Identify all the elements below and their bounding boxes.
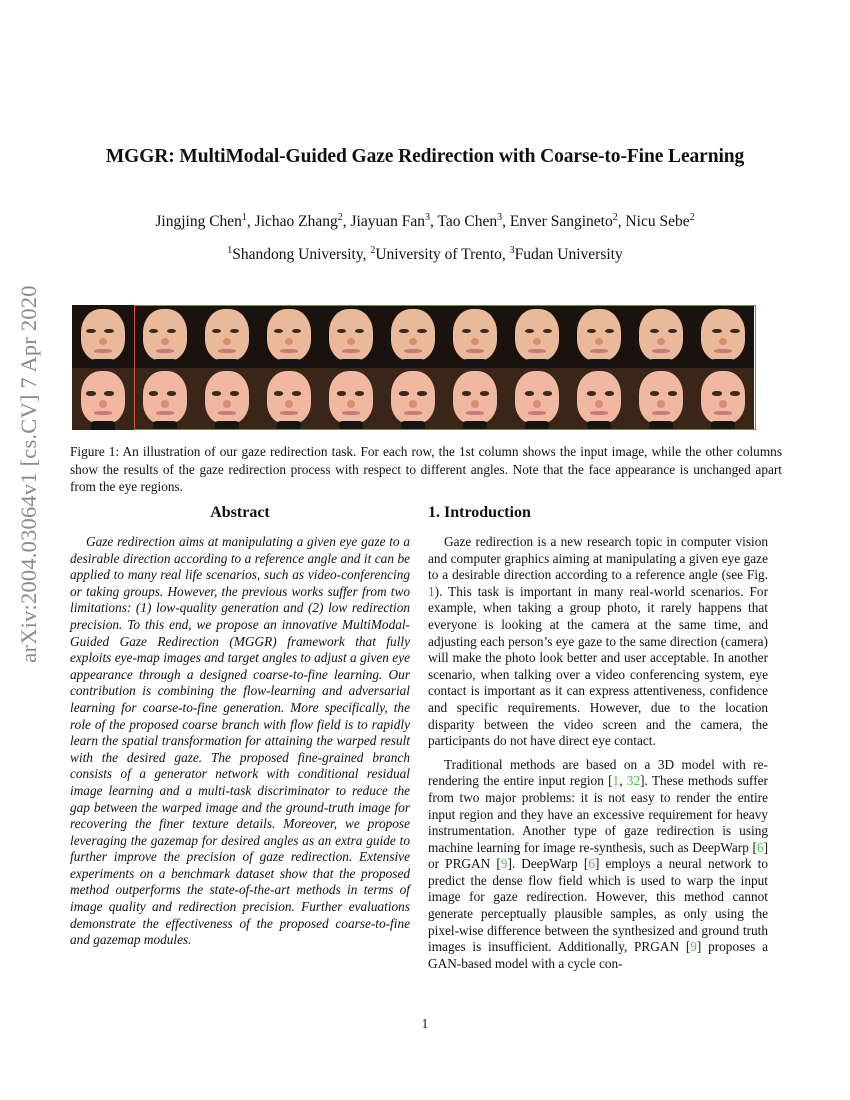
citation-link[interactable]: 32 [626,773,641,789]
citation-link[interactable]: 9 [500,856,508,872]
affiliation: $^2$University of Trento [370,245,502,263]
redirected-face-image [134,368,196,431]
redirected-face-image [692,305,754,368]
redirected-face-image [692,368,754,431]
redirected-face-image [320,368,382,431]
redirected-face-image [568,305,630,368]
redirected-face-image [382,305,444,368]
author: Jiayuan Fan$^3$ [350,212,430,230]
affiliation: $^1$Shandong University [227,245,363,263]
paper-title: MGGR: MultiModal-Guided Gaze Redirection with Coarse-to-Fine Learning [105,146,745,167]
author: Jichao Zhang$^2$ [254,212,343,230]
figure-reference-link[interactable]: 1 [428,583,435,599]
affiliation-list: $^1$Shandong University, $^2$University of Trento, $^3$Fudan University [227,245,623,263]
right-column [428,500,768,979]
author: Enver Sangineto$^2$ [509,212,618,230]
citation-link[interactable]: 1 [612,773,620,789]
intro-paragraph-1: Gaze redirection is a new research topic in computer vision and computer graphics aiming at manipulating a given eye gaze to a desirable direction according to a reference angle (see Fig. 1). This task is important in many real-world scenarios. For example, when taking a group photo, it rarely happens that everyone is looking at the camera at the same time, and adjusting each person’s eye gaze to the same direction (camera) will make the photo look better and user acceptable. In another scenario, when talking over a video conferencing system, eye contact is important as it can express attentiveness, confidence and specific requirements. However, due to the location disparity between the video screen and the camera, the participants do not have direct eye contact. [428,534,768,749]
redirected-face-image [134,305,196,368]
author: Jingjing Chen$^1$ [155,212,247,230]
introduction-heading: 1. Introduction [428,504,531,521]
input-face-image [72,368,134,431]
redirected-face-image [568,368,630,431]
redirected-face-image [320,305,382,368]
redirected-face-image [258,305,320,368]
redirected-face-image [382,368,444,431]
redirected-face-image [196,305,258,368]
abstract-heading: Abstract [210,504,270,521]
abstract-text: Gaze redirection aims at manipulating a given eye gaze to a desirable direction according to a reference angle and it can be applied to many real life scenarios, such as video-conferencing or taking groups. However, the previous works suffer from two limitations: (1) low-quality generation and (2) low redirection precision. To this end, we propose an innovative MultiModal-Guided Gaze Redirection (MGGR) framework that fully exploits eye-map images and target angles to adjust a given eye appearance through a designed coarse-to-fine learning. Our contribution is combining the flow-learning and adversarial learning for coarse-to-fine generation. More specifically, the role of the proposed coarse branch with flow field is to rapidly learn the spatial transformation for attaining the warped result with the desired gaze. The proposed fine-grained branch consists of a generator network with conditional residual image learning and a multi-task discriminator to reduce the gap between the warped image and the ground-truth image for recovering the finer texture details. Moreover, we propose leveraging the gazemap for desired angles as an extra guide to further improve the precision of gaze redirection. Extensive experiments on a benchmark dataset show that the proposed method outperforms the state-of-the-art methods in terms of image quality and redirection precision. Further evaluations demonstrate the effectiveness of the proposed coarse-to-fine and gazemap modules. [70,534,410,948]
arxiv-stamp [6,285,52,663]
affiliation: $^3$Fudan University [509,245,623,263]
face-image-grid [72,305,756,430]
redirected-face-image [444,305,506,368]
citation-link[interactable]: 6 [756,839,764,855]
intro-paragraph-2: Traditional methods are based on a 3D model with re-rendering the entire input region [1, 32]. These methods suffer from two major problems: it is not easy to render the entire input region and they have an excessive requirement for heavy instrumentation. Another type of gaze redirection is using machine learning for image re-synthesis, such as DeepWarp [6] or PRGAN [9]. DeepWarp [6] employs a neural network to predict the dense flow field which is used to warp the input image for gaze redirection. However, this method cannot generate perceptually plausible samples, as only using the pixel-wise difference between the synthesized and ground truth images is insufficient. Additionally, PRGAN [9] proposes a GAN-based model with a cycle con- [428,756,768,971]
author: Tao Chen$^3$ [437,212,503,230]
citation-link[interactable]: 6 [588,856,595,872]
redirected-face-image [196,368,258,431]
figure-caption: Figure 1: An illustration of our gaze redirection task. For each row, the 1st column shows the input image, while the other columns show the results of the gaze redirection process with respect to different angles. Note that the face appearance is unchanged apart from the eye regions. [70,444,782,494]
author: Nicu Sebe$^2$ [625,212,695,230]
figure-1-face-grid [72,305,756,430]
arxiv-identifier: arXiv:2004.03064v1 [cs.CV] 7 Apr 2020 [16,285,41,663]
citation-link[interactable]: 9 [690,939,697,955]
redirected-face-image [506,368,568,431]
redirected-face-image [444,368,506,431]
left-column [70,500,410,949]
author-list: Jingjing Chen$^1$, Jichao Zhang$^2$, Jiayuan Fan$^3$, Tao Chen$^3$, Enver Sangineto$^2$, Nicu Sebe$^2$ [155,212,695,230]
page-number: 1 [421,1016,429,1031]
redirected-face-image [630,368,692,431]
redirected-face-image [258,368,320,431]
input-face-image [72,305,134,368]
redirected-face-image [506,305,568,368]
redirected-face-image [630,305,692,368]
